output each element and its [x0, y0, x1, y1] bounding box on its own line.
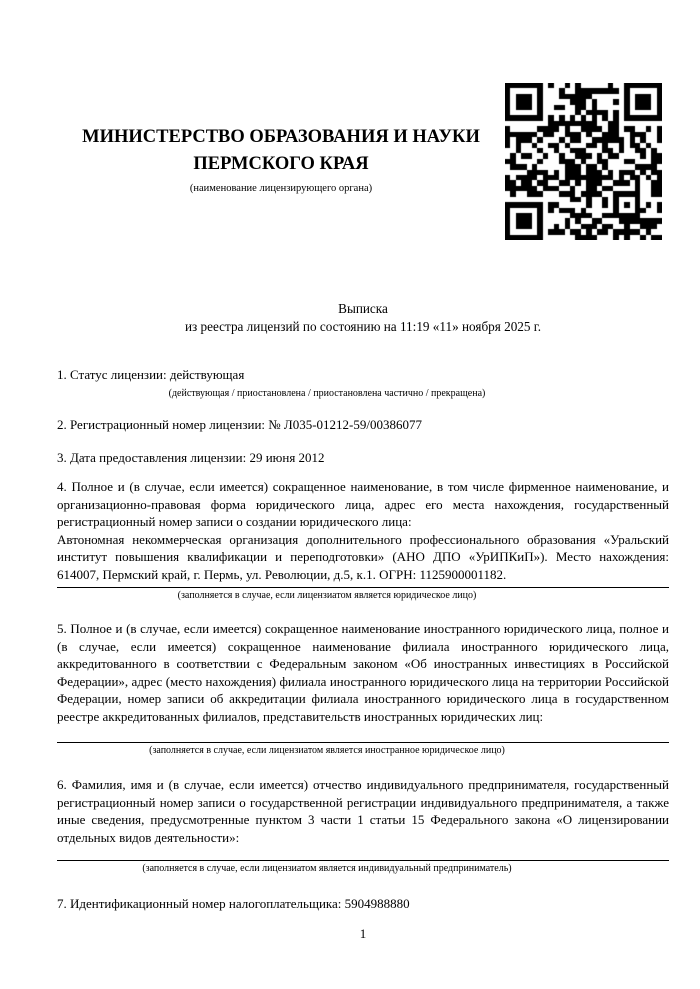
- item-5-foreign-entity: [57, 620, 669, 758]
- item-5-label: 5. Полное и (в случае, если имеется) сокращенное наименование иностранного юридического лица, полное и (в случае, если имеется) сокращенное наименование филиала иностранного юридического лица, аккредитованного в соответствии с Федеральным законом «Об иностранных инвестициях в Российской Федерации», адрес (место нахождения) филиала иностранного юридического лица на территории Российской Федерации, номер записи об аккредитации филиала иностранного юридического лица в государственном реестре аккредитованных филиалов, представительств иностранных юридических лиц:: [57, 621, 669, 724]
- item-1-text: 1. Статус лицензии: действующая: [57, 367, 245, 382]
- item-1-license-status: [57, 366, 669, 400]
- page-number: 1: [359, 926, 367, 941]
- item-5-caption: (заполняется в случае, если лицензиатом является иностранное юридическое лицо): [149, 745, 505, 756]
- item-7-taxpayer-number: [57, 895, 669, 913]
- item-2-text: 2. Регистрационный номер лицензии: № Л035-01212-59/00386077: [57, 417, 423, 432]
- separator-line: [57, 587, 669, 588]
- separator-line: [57, 742, 669, 743]
- item-3-grant-date: [57, 449, 669, 467]
- item-4-label: 4. Полное и (в случае, если имеется) сокращенное наименование, в том числе фирменное наименование, и организационно-правовая форма юридического лица, адрес его места нахождения, государственный регистрационный номер записи о создании юридического лица:: [57, 479, 669, 529]
- ministry-name-line1: МИНИСТЕРСТВО ОБРАЗОВАНИЯ И НАУКИ: [82, 127, 480, 147]
- document-title: [57, 300, 669, 335]
- qr-code-icon: [505, 83, 662, 240]
- item-7-text: 7. Идентификационный номер налогоплательщика: 5904988880: [57, 896, 410, 911]
- separator-line: [57, 860, 669, 861]
- item-4-legal-entity: [57, 478, 669, 603]
- item-1-caption: (действующая / приостановлена / приостановлена частично / прекращена): [168, 387, 486, 399]
- item-3-text: 3. Дата предоставления лицензии: 29 июня 2012: [57, 450, 325, 465]
- licensing-authority-header: [57, 124, 505, 194]
- item-2-registration-number: [57, 416, 669, 434]
- ministry-name-line2: ПЕРМСКОГО КРАЯ: [193, 154, 369, 174]
- item-6-label: 6. Фамилия, имя и (в случае, если имеется) отчество индивидуального предпринимателя, государственный регистрационный номер записи о государственной регистрации индивидуального предпринимателя, а также иные сведения, предусмотренные пунктом 3 части 1 статьи 15 Федерального закона «О лицензировании отдельных видов деятельности»:: [57, 777, 669, 845]
- item-4-caption: (заполняется в случае, если лицензиатом является юридическое лицо): [177, 590, 477, 601]
- item-6-individual-entrepreneur: [57, 776, 669, 876]
- ministry-caption: (наименование лицензирующего органа): [189, 183, 373, 194]
- document-title-line1: Выписка: [338, 301, 388, 316]
- item-6-caption: (заполняется в случае, если лицензиатом является индивидуальный предприниматель): [142, 863, 512, 874]
- item-4-value: Автономная некоммерческая организация дополнительного профессионального образования «Уральский институт повышения квалификации и переподготовки» (АНО ДПО «УрИПКиП»). Место нахождения: 614007, Пермский край, г. Пермь, ул. Революции, д.5, к.1. ОГРН: 1125900001182.: [57, 531, 669, 582]
- document-title-line2: из реестра лицензий по состоянию на 11:19 «11» ноября 2025 г.: [184, 318, 542, 334]
